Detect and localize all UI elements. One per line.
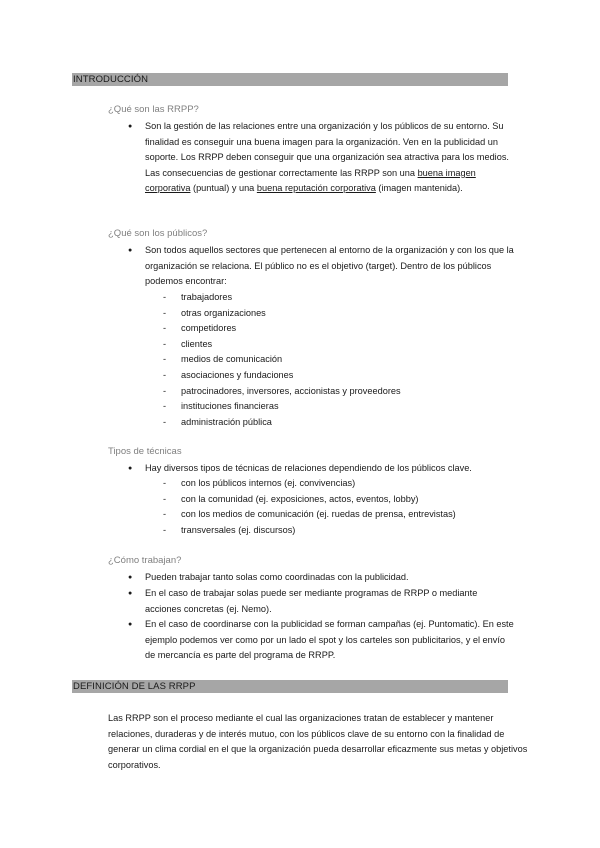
- text-segment: (imagen mantenida).: [375, 183, 463, 193]
- list-item: - clientes: [163, 338, 213, 349]
- list-item: - con la comunidad (ej. exposiciones, actos, eventos, lobby): [163, 493, 419, 504]
- paragraph-como-trabajan-3: En el caso de coordinarse con la publicidad se forman campañas (ej. Puntomatic). En este ejemplo podemos ver como por un lado el spot y los carteles son publicitarios, y el envío de mercancía es parte del programa de RRPP.: [145, 619, 514, 660]
- paragraph-tipos-tecnicas: Hay diversos tipos de técnicas de relaciones dependiendo de los públicos clave.: [145, 463, 472, 473]
- bullet-icon: ●: [128, 574, 133, 581]
- list-item: - transversales (ej. discursos): [163, 524, 296, 535]
- paragraph-que-son-rrpp: [145, 119, 515, 197]
- text-segment: Son la gestión de las relaciones entre una organización y los públicos de su entorno. Su finalidad es conseguir una buena imagen para la organización. Ven en la publicidad un soporte. Los RRPP deben conseguir que una organización sea atractiva para los medios. Las consecuencias de gestionar correctamente las RRPP son una: [145, 121, 509, 178]
- underlined-term-reputacion: buena reputación corporativa: [256, 183, 376, 193]
- list-item: - otras organizaciones: [163, 307, 266, 318]
- subheading-tipos-tecnicas: Tipos de técnicas: [108, 446, 182, 457]
- list-item: - trabajadores: [163, 292, 233, 302]
- paragraph-como-trabajan-2: En el caso de trabajar solas puede ser mediante programas de RRPP o mediante acciones concretas (ej. Nemo).: [145, 588, 478, 614]
- section-heading-introduccion: INTRODUCCIÓN: [72, 73, 508, 86]
- bullet-icon: ●: [128, 247, 133, 254]
- list-item: - patrocinadores, inversores, accionistas y proveedores: [163, 385, 401, 396]
- list-item: - competidores: [163, 323, 237, 334]
- list-item: - con los medios de comunicación (ej. ruedas de prensa, entrevistas): [163, 509, 456, 520]
- subheading-que-son-publicos: ¿Qué son los públicos?: [108, 228, 208, 239]
- list-item: - administración pública: [163, 416, 272, 427]
- subheading-como-trabajan: ¿Cómo trabajan?: [108, 555, 182, 566]
- underlined-term-imagen: buena imagen corporativa: [145, 167, 476, 193]
- subheading-que-son-rrpp: ¿Qué son las RRPP?: [108, 104, 199, 115]
- bullet-icon: ●: [128, 465, 133, 472]
- list-publicos: [163, 290, 401, 430]
- paragraph-como-trabajan-1: Pueden trabajar tanto solas como coordinadas con la publicidad.: [145, 572, 409, 582]
- bullet-icon: ●: [128, 123, 133, 130]
- list-item: - con los públicos internos (ej. convivencias): [163, 478, 356, 488]
- paragraph-definicion: Las RRPP son el proceso mediante el cual las organizaciones tratan de establecer y mantener relaciones, duraderas y de interés mutuo, con los públicos clave de su entorno con la finalidad de generar un clima cordial en el que la organización pueda desarrollar eficazmente sus metas y objetivos corporativos.: [108, 713, 528, 770]
- list-item: - medios de comunicación: [163, 354, 283, 365]
- list-tecnicas: [163, 476, 456, 538]
- bullet-icon: ●: [128, 621, 133, 628]
- paragraph-que-son-publicos: Son todos aquellos sectores que pertenecen al entorno de la organización y con los que la organización se relaciona. El público no es el objetivo (target). Dentro de los públicos podemos encontrar:: [145, 245, 514, 286]
- bullet-icon: ●: [128, 590, 133, 597]
- section-heading-definicion: DEFINICIÓN DE LAS RRPP: [72, 680, 508, 693]
- list-item: - asociaciones y fundaciones: [163, 369, 294, 380]
- text-segment: (puntual) y una: [190, 183, 257, 193]
- list-item: - instituciones financieras: [163, 401, 279, 412]
